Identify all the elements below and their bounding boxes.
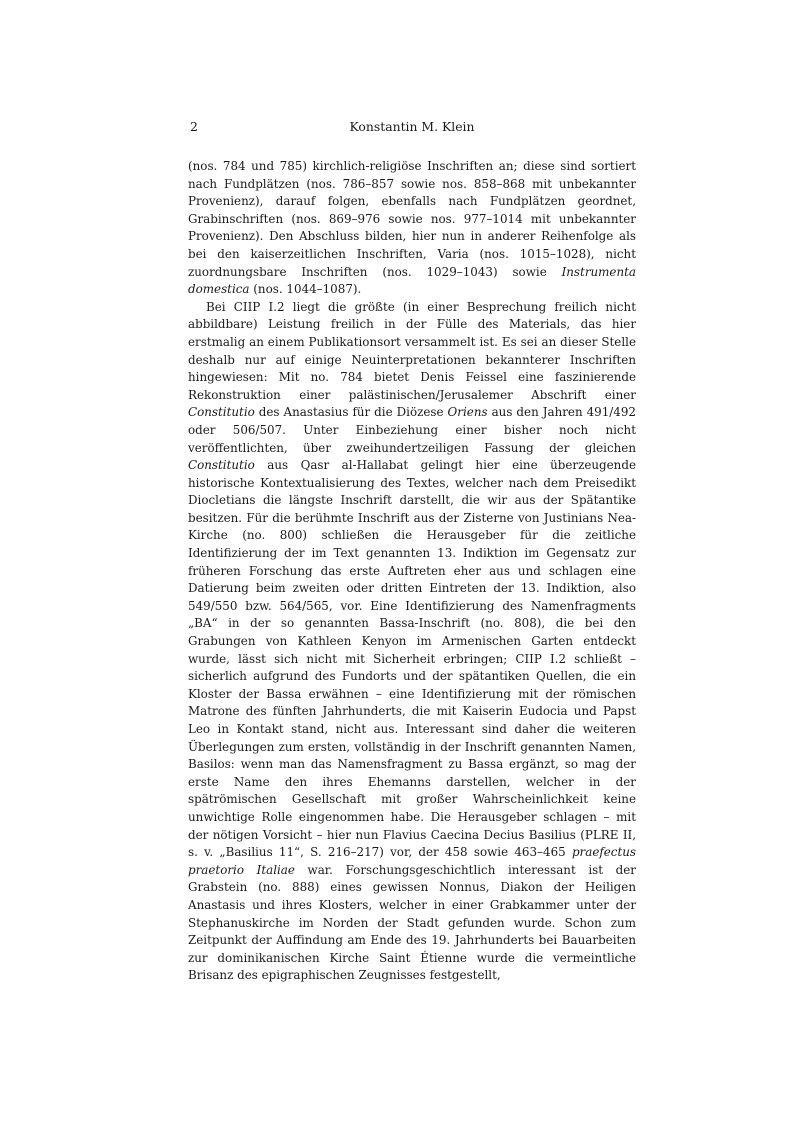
text-run: Bei CIIP I.2 liegt die größte (in einer Besprechung freilich nicht abbildbare) Leistung freilich in der Fülle des Materials, das hier erstmalig an einem Publikationsort versammelt ist. Es sei an dieser Stelle deshalb nur auf einige Neuinterpretationen bekannterer Inschriften hingewiesen: Mit no. 784 bietet Denis Feissel eine faszinierende Rekonstruktion einer palästinischen/Jerusalemer Abschrift einer (188, 299, 636, 402)
page-number: 2 (190, 119, 198, 134)
page (188, 118, 636, 985)
italic-term: praefectus praetorio Italiae (188, 845, 636, 877)
running-head-author: Konstantin M. Klein (349, 119, 475, 134)
italic-term: Instrumenta domestica (188, 264, 636, 297)
text-run: war. Forschungsgeschichtlich interessant ist der Grabstein (no. 888) eines gewissen Nonnus, Diakon der Heiligen Anastasis und ihres Klosters, welcher in einer Grabkammer unter der Stephanuskirche im Norden der Stadt gefunden wurde. Schon zum Zeitpunkt der Auffindung am Ende des 19. Jahrhunderts bei Bauarbeiten zur dominikanischen Kirche Saint Étienne wurde die vermeintliche Brisanz des epigraphischen Zeugnisses festgestellt, (188, 862, 636, 983)
italic-term: Constitutio (188, 405, 255, 420)
text-run: (nos. 1044–1087). (249, 282, 362, 297)
paragraph (188, 299, 636, 985)
running-head (188, 118, 636, 140)
text-run: (nos. 784 und 785) kirchlich-religiöse Inschriften an; diese sind sortiert nach Fundplätzen (nos. 786–857 sowie nos. 858–868 mit unbekannter Provenienz), darauf folgen, ebenfalls nach Fundplätzen geordnet, Grabinschriften (nos. 869–976 sowie nos. 977–1014 mit unbekannter Provenienz). Den Abschluss bilden, hier nun in anderer Reihenfolge als bei den kaiserzeitlichen Inschriften, Varia (nos. 1015–1028), nicht zuordnungsbare Inschriften (nos. 1029–1043) sowie (188, 159, 636, 279)
text-run: aus Qasr al-Hallabat gelingt hier eine überzeugende historische Kontextualisierung des Textes, welcher nach dem Preisedikt Diocletians die längste Inschrift darstellt, die wir aus der Spätantike besitzen. Für die berühmte Inschrift aus der Zisterne von Justinians Nea-Kirche (no. 800) schließen die Herausgeber für die zeitliche Identifizierung der im Text genannten 13. Indiktion im Gegensatz zur früheren Forschung das erste Auftreten eher aus und schlagen eine Datierung beim zweiten oder dritten Eintreten der 13. Indiktion, also 549/550 bzw. 564/565, vor. Eine Identifizierung des Namenfragments „BA“ in der so genannten Bassa-Inschrift (no. 808), die bei den Grabungen von Kathleen Kenyon im Armenischen Garten entdeckt wurde, lässt sich nicht mit Sicherheit erbringen; CIIP I.2 schließt – sicherlich aufgrund des Fundorts und der spätantiken Quellen, die ein Kloster der Bassa erwähnen – eine Identifizierung mit der römischen Matrone des fünften Jahrhunderts, die mit Kaiserin Eudocia und Papst Leo in Kontakt stand, nicht aus. Interessant sind daher die weiteren Überlegungen zum ersten, vollständig in der Inschrift genannten Namen, Basilos: wenn man das Namensfragment zu Bassa ergänzt, so mag der erste Name den ihres Ehemanns darstellen, welcher in der spätrömischen Gesellschaft mit großer Wahrscheinlichkeit keine unwichtige Rolle eingenommen habe. Die Herausgeber schlagen – mit der nötigen Vorsicht – hier nun Flavius Caecina Decius Basilius (PLRE II, s. v. „Basilius 11“, S. 216–217) vor, der 458 sowie 463–465 (188, 458, 636, 860)
text-run: des Anastasius für die Diözese (254, 405, 448, 420)
body-text (188, 158, 636, 985)
paragraph (188, 158, 636, 299)
italic-term: Oriens (447, 405, 488, 420)
italic-term: Constitutio (188, 458, 255, 473)
text-run: aus den Jahren 491/492 oder 506/507. Unter Einbeziehung einer bisher noch nicht veröffentlichten, über zweihundertzeiligen Fassung der gleichen (188, 405, 636, 455)
